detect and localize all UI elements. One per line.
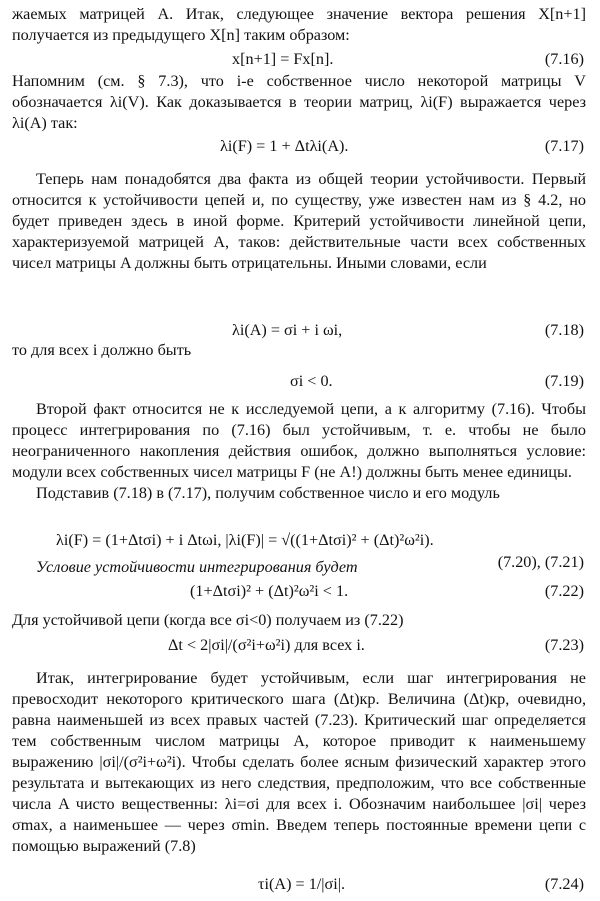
paragraph-integration-stability: Условие устойчивости интегрирования будет <box>36 558 358 576</box>
equation-number: (7.23) <box>544 636 584 654</box>
equation-formula: λi(F) = 1 + Δtλi(A). <box>220 137 349 155</box>
paragraph-eigenvalue-notation: Напомним (см. § 7.3), что i-е собственное число некоторой матрицы V обозначается λi(V). Как доказывается в теории матриц, λi(F) выражается через λi(A) так: <box>12 72 586 132</box>
paragraph-critical-step: Итак, интегрирование будет устойчивым, если шаг интегрирования не превосходит некоторого критического шага (Δt)кр. Величина (Δt)кр, очевидно, равна наименьшей из всех правых частей (7.23). Критический шаг определяется тем собственным числом матрицы A, которое приводит к наименьшему выражению |σi|/(σ²i+ω²i). Чтобы сделать более ясным физический характер этого результата и вытекающих из него следствия, предположим, что все собственные числа A чисто вещественны: λi=σi для всех i. Обозначим наибольшее |σi| через σmax, а наименьшее — через σmin. Введем теперь постоянные времени цепи с помощью выражений (7.8) <box>12 669 586 855</box>
equation-7-19 <box>12 370 586 392</box>
equation-7-18 <box>12 319 586 341</box>
equation-formula: τi(A) = 1/|σi|. <box>258 875 346 893</box>
equation-7-16 <box>12 48 586 70</box>
equation-formula: (1+Δtσi)² + (Δt)²ω²i < 1. <box>190 582 349 600</box>
equation-number: (7.22) <box>544 582 584 600</box>
paragraph-solution-vector: жаемых матрицей A. Итак, следующее значение вектора решения X[n+1] получается из предыдущего X[n] таким образом: <box>12 5 586 44</box>
equation-formula: x[n+1] = Fx[n]. <box>232 50 334 68</box>
equation-7-23 <box>12 634 586 656</box>
paragraph-for-all-i: то для всех i должно быть <box>12 341 192 359</box>
paragraph-second-fact: Второй факт относится не к исследуемой цепи, а к алгоритму (7.16). Чтобы процесс интегрирования по (7.16) был устойчивым, т. е. чтобы не было неограниченного накопления действия ошибок, должно выполняться условие: модули всех собственных чисел матрицы F (не A!) должны быть менее единицы. <box>12 400 586 481</box>
equation-formula: λi(F) = (1+Δtσi) + i Δtωi, |λi(F)| = √((1+Δtσi)² + (Δt)²ω²i). <box>56 531 434 549</box>
equation-formula: σi < 0. <box>290 372 333 390</box>
paragraph-stable-circuit: Для устойчивой цепи (когда все σi<0) получаем из (7.22) <box>12 611 404 629</box>
equation-formula: Δt < 2|σi|/(σ²i+ω²i) для всех i. <box>168 636 365 654</box>
equation-number: (7.16) <box>544 50 584 68</box>
equation-number: (7.17) <box>544 137 584 155</box>
equation-7-22 <box>12 580 586 602</box>
equation-number: (7.18) <box>544 321 584 339</box>
equation-7-17 <box>12 135 586 157</box>
equation-number: (7.24) <box>544 875 584 893</box>
paragraph-substitution: Подставив (7.18) в (7.17), получим собственное число и его модуль <box>36 484 500 502</box>
equation-7-24 <box>12 873 586 895</box>
paragraph-stability-criterion: Теперь нам понадобятся два факта из общей теории устойчивости. Первый относится к устойчивости цепей и, по существу, уже известен нам из § 4.2, но будет приведен здесь в иной форме. Критерий устойчивости линейной цепи, характеризуемой матрицей A, таков: действительные части всех собственных чисел матрицы A должны быть отрицательны. Иными словами, если <box>12 170 586 272</box>
equation-number: (7.19) <box>544 372 584 390</box>
equation-formula: λi(A) = σi + i ωi, <box>232 321 343 339</box>
equation-number: (7.20), (7.21) <box>497 553 584 571</box>
